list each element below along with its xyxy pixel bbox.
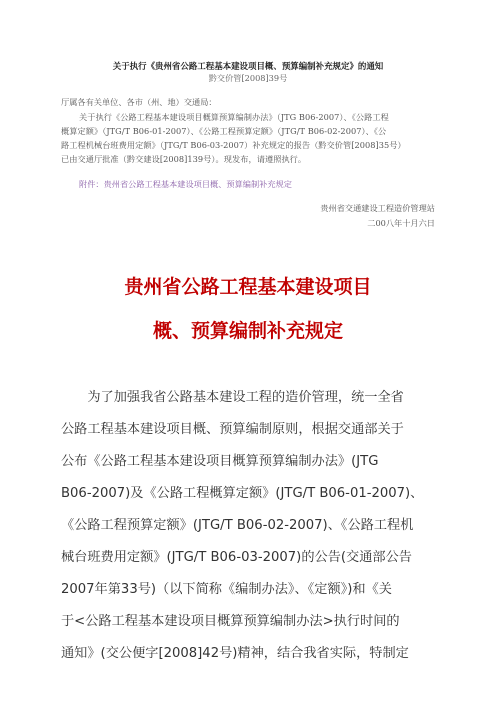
attachment-link[interactable]: 附件：贵州省公路工程基本建设项目概、预算编制补充规定: [79, 179, 292, 189]
regulation-title-line-2: 概、预算编制补充规定: [152, 320, 343, 342]
paragraph-line: B06-2007)及《公路工程概算定额》(JTG/T B06-01-2007)、: [61, 486, 424, 501]
paragraph-line: 2007年第33号)（以下简称《编制办法》、《定额》)和《关: [61, 582, 392, 597]
notice-body-line: 关于执行《公路工程基本建设项目概算预算编制办法》（JTG B06-2007）、《公路工程: [79, 112, 389, 122]
issuing-organization: 贵州省交通建设工程造价管理站: [320, 203, 435, 213]
paragraph-line: 械台班费用定额》(JTG/T B06-03-2007)的公告(交通部公告: [61, 550, 412, 565]
notice-body-line: 已由交通厅批准（黔交建设[2008]139号）。现发布，请遵照执行。: [61, 154, 307, 164]
regulation-title-line-1: 贵州省公路工程基本建设项目: [124, 276, 372, 298]
addressee-line: 厅属各有关单位、各市（州、地）交通局：: [61, 97, 217, 107]
paragraph-line: 于<公路工程基本建设项目概算预算编制办法>执行时间的: [61, 614, 400, 629]
paragraph-line: 公路工程基本建设项目概、预算编制原则，根据交通部关于: [61, 422, 404, 437]
notice-title: 关于执行《贵州省公路工程基本建设项目概、预算编制补充规定》的通知: [112, 61, 384, 71]
paragraph-line: 为了加强我省公路基本建设工程的造价管理，统一全省: [61, 390, 404, 405]
paragraph-line: 通知》(交公便字[2008]42号)精神，结合我省实际，特制定: [61, 646, 409, 661]
paragraph-line: 《公路工程预算定额》(JTG/T B06-02-2007)、《公路工程机: [61, 518, 414, 533]
notice-body-line: 路工程机械台班费用定额》（JTG/T B06-03-2007）补充规定的报告（黔交价管[2008]35号）: [61, 140, 406, 150]
issue-date: 二00八年十月六日: [367, 218, 435, 228]
document-number: 黔交价管[2008]39号: [208, 73, 288, 83]
notice-body-line: 概算定额》（JTG/T B06-01-2007）、《公路工程预算定额》（JTG/T B06-02-2007）、《公: [61, 126, 387, 136]
paragraph-line: 公布《公路工程基本建设项目概算预算编制办法》(JTG: [61, 454, 379, 469]
